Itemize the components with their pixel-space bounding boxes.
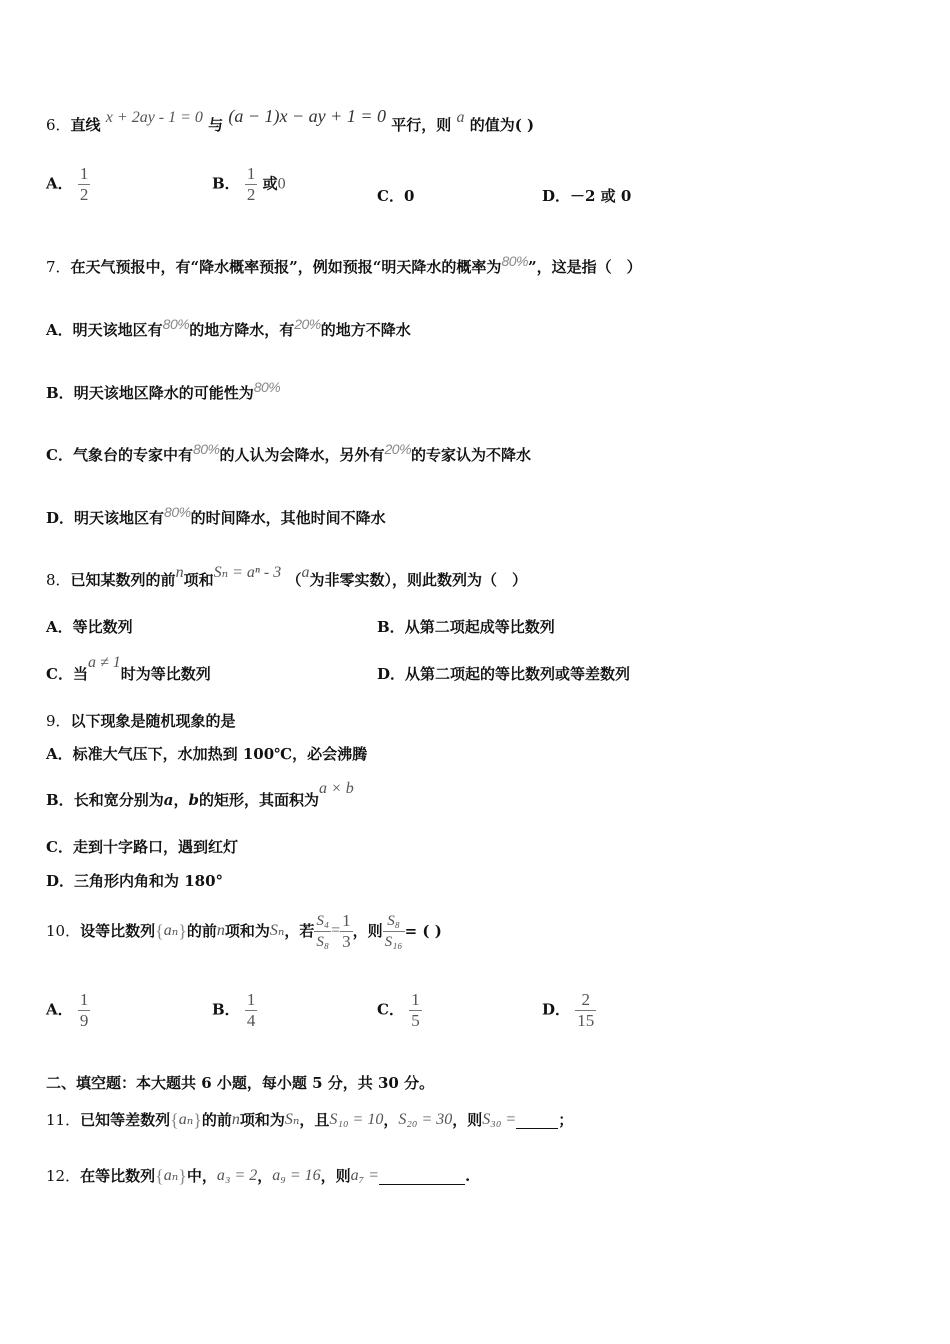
text: ； (558, 1111, 574, 1129)
fraction (245, 164, 258, 205)
text: ，若 (284, 922, 315, 940)
percent: 80% (192, 441, 220, 457)
question-number: 7． (46, 258, 71, 276)
percent: 20% (384, 441, 412, 457)
text: 的前 (186, 922, 217, 940)
equation: Sₙ = aⁿ - 3 (213, 564, 282, 581)
denominator: 15 (577, 1011, 595, 1030)
option-a (46, 744, 367, 764)
text: 已知等差数列 (80, 1111, 171, 1129)
question-number: 9． (46, 712, 71, 730)
numerator: 1 (342, 910, 351, 930)
question-number: 12． (46, 1167, 81, 1185)
text: 的矩形，其面积为 (198, 791, 319, 809)
fraction (340, 911, 353, 952)
fraction (314, 911, 331, 952)
option-a (46, 316, 411, 340)
equation-1: S₁₀ = 10 (329, 1111, 384, 1128)
separator: ， (173, 791, 189, 809)
section-heading: 二、填空题：本大题共 6 小题，每小题 5 分，共 30 分。 (46, 1074, 435, 1092)
variable-b: b (188, 791, 199, 809)
text: 直线 (70, 116, 101, 134)
question-number: 6． (46, 116, 71, 134)
text: 以下现象是随机现象的是 (70, 712, 236, 730)
option-label: D． (542, 187, 571, 205)
percent: 20% (294, 316, 321, 332)
question-6 (46, 106, 535, 136)
fraction (575, 990, 596, 1031)
option-label: B． (377, 618, 405, 636)
option-b (46, 379, 281, 403)
question-10 (46, 906, 442, 956)
question-number: 10． (46, 922, 81, 940)
option-c (46, 441, 532, 465)
sum: Sₙ (284, 1111, 300, 1128)
denominator: 3 (342, 931, 351, 951)
option-label: D． (46, 872, 75, 890)
option-c (46, 654, 211, 685)
answer-blank[interactable] (516, 1112, 558, 1129)
text: ，则 (452, 1111, 483, 1129)
option-b (212, 990, 257, 1031)
text: 时为等比数列 (120, 665, 211, 683)
equals-sign: = (331, 922, 341, 939)
brace-right: } (193, 1110, 202, 1130)
denominator: 4 (246, 1011, 256, 1030)
text: 在等比数列 (80, 1167, 156, 1185)
text: 在天气预报中，有“降水概率预报”，例如预报“明天降水的概率为 (70, 258, 502, 276)
brace-left: { (155, 1166, 164, 1186)
option-text: －2 或 0 (570, 187, 632, 205)
text: 明天该地区有 (74, 509, 165, 527)
question-number: 8． (46, 571, 71, 589)
option-label: A． (46, 321, 73, 339)
question-11 (46, 1102, 573, 1138)
option-label: A． (46, 618, 73, 636)
question-8 (46, 564, 527, 591)
brace-right: } (178, 921, 187, 941)
question-9 (46, 711, 236, 731)
option-label: D． (377, 665, 406, 683)
text: 已知某数列的前 (70, 571, 176, 589)
text: 设等比数列 (80, 922, 156, 940)
question-number: 11． (46, 1111, 81, 1129)
numerator: 1 (79, 990, 89, 1009)
option-text: 从第二项起的等比数列或等差数列 (405, 665, 631, 683)
option-c (377, 990, 422, 1031)
text: ，则 (352, 922, 383, 940)
text: 与 (208, 116, 224, 134)
option-text: 从第二项起成等比数列 (404, 618, 555, 636)
separator: ， (383, 1111, 399, 1129)
text: 项和为 (224, 922, 270, 940)
text: 的地方降水，有 (189, 321, 295, 339)
brace-left: { (170, 1110, 179, 1130)
option-a (46, 164, 90, 205)
text: 当 (72, 665, 88, 683)
text: ”，这是指（ ） (527, 258, 642, 276)
text: 为非零实数），则此数列为（ ） (309, 571, 527, 589)
option-c (46, 837, 238, 857)
fraction (383, 911, 405, 952)
question-12 (46, 1158, 470, 1194)
text: 项和为 (239, 1111, 285, 1129)
percent: 80% (164, 504, 191, 520)
text: 明天该地区降水的可能性为 (73, 384, 254, 402)
fraction (78, 990, 91, 1031)
brace-left: { (155, 921, 164, 941)
text: 的时间降水，其他时间不降水 (190, 509, 386, 527)
option-label: B． (212, 1000, 240, 1019)
option-label: C． (377, 187, 404, 205)
fraction (245, 990, 258, 1031)
question-7 (46, 253, 642, 277)
text: 气象台的专家中有 (72, 446, 193, 464)
sequence: aₙ (163, 922, 179, 939)
equation-2: a₉ = 16 (272, 1167, 321, 1184)
option-text: 0 (403, 187, 415, 205)
option-label: D． (542, 1000, 571, 1019)
numerator: 1 (79, 164, 89, 183)
denominator: 5 (411, 1011, 420, 1030)
option-text: 走到十字路口，遇到红灯 (72, 838, 238, 856)
separator: ， (257, 1167, 273, 1185)
text: . (465, 1167, 471, 1185)
text: 平行，则 (391, 116, 452, 134)
denominator: 2 (246, 185, 256, 204)
text: （ (286, 571, 302, 589)
option-d (542, 186, 631, 206)
text: ，则 (320, 1167, 351, 1185)
percent: 80% (162, 316, 190, 332)
text: = ( ) (404, 922, 442, 940)
numerator: S₈ (387, 912, 400, 929)
variable-a: a (456, 109, 465, 126)
text: 项和 (183, 571, 214, 589)
fraction (409, 990, 422, 1031)
text: 长和宽分别为 (73, 791, 164, 809)
denominator: S₁₆ (384, 933, 403, 950)
option-label: C． (46, 665, 73, 683)
variable-a: a (301, 564, 310, 581)
answer-blank[interactable] (379, 1168, 465, 1185)
variable-n: n (231, 1111, 240, 1128)
condition: a ≠ 1 (87, 654, 121, 671)
option-label: B． (46, 384, 74, 402)
option-a (46, 617, 133, 637)
fraction (78, 164, 91, 205)
option-d (377, 664, 630, 684)
numerator: 1 (411, 990, 420, 1009)
equation-1: x + 2ay - 1 = 0 (105, 109, 203, 126)
option-label: A． (46, 1000, 73, 1019)
text: 或 (262, 174, 278, 193)
variable-n: n (175, 564, 184, 581)
sum: Sₙ (269, 922, 285, 939)
equation-2: (a − 1)x − ay + 1 = 0 (228, 106, 386, 126)
numerator: 1 (246, 990, 256, 1009)
equation: a × b (318, 780, 354, 797)
variable-a: a (163, 791, 174, 809)
numerator: 1 (246, 164, 256, 183)
text: 的人认为会降水，另外有 (219, 446, 385, 464)
text: 的专家认为不降水 (411, 446, 532, 464)
percent: 80% (253, 379, 281, 395)
equation-2: S₂₀ = 30 (398, 1111, 453, 1128)
option-b (46, 780, 354, 811)
text: 的前 (201, 1111, 232, 1129)
option-c (377, 186, 414, 206)
option-d (46, 871, 223, 891)
equation-1: a₃ = 2 (216, 1167, 258, 1184)
equation-3: S₃₀ = (482, 1111, 517, 1128)
sequence: aₙ (178, 1111, 194, 1128)
variable-n: n (216, 922, 225, 939)
numerator: S₄ (316, 912, 330, 929)
option-d (542, 990, 596, 1031)
equation-3: a₇ = (350, 1167, 379, 1184)
numerator: 2 (581, 990, 590, 1009)
option-label: C． (46, 446, 73, 464)
text: 的地方不降水 (320, 321, 411, 339)
option-text: 三角形内角和为 180° (74, 872, 224, 890)
denominator: 2 (79, 185, 89, 204)
option-b (212, 164, 286, 205)
option-label: D． (46, 509, 75, 527)
denominator: S₈ (316, 933, 330, 950)
denominator: 9 (79, 1011, 89, 1030)
option-label: C． (377, 1000, 404, 1019)
sequence: aₙ (163, 1167, 179, 1184)
option-text: 等比数列 (72, 618, 133, 636)
text: 明天该地区有 (72, 321, 163, 339)
option-label: A． (46, 745, 73, 763)
option-text: 标准大气压下，水加热到 100℃，必会沸腾 (72, 745, 368, 763)
option-b (377, 617, 555, 637)
percent: 80% (501, 253, 528, 269)
option-label: C． (46, 838, 73, 856)
value: 0 (277, 175, 286, 193)
text: 中， (186, 1167, 217, 1185)
text: ，且 (299, 1111, 330, 1129)
option-d (46, 504, 386, 528)
option-label: B． (212, 174, 240, 193)
option-label: B． (46, 791, 74, 809)
option-label: A． (46, 174, 73, 193)
brace-right: } (178, 1166, 187, 1186)
text: 的值为( ) (469, 116, 535, 134)
option-a (46, 990, 90, 1031)
